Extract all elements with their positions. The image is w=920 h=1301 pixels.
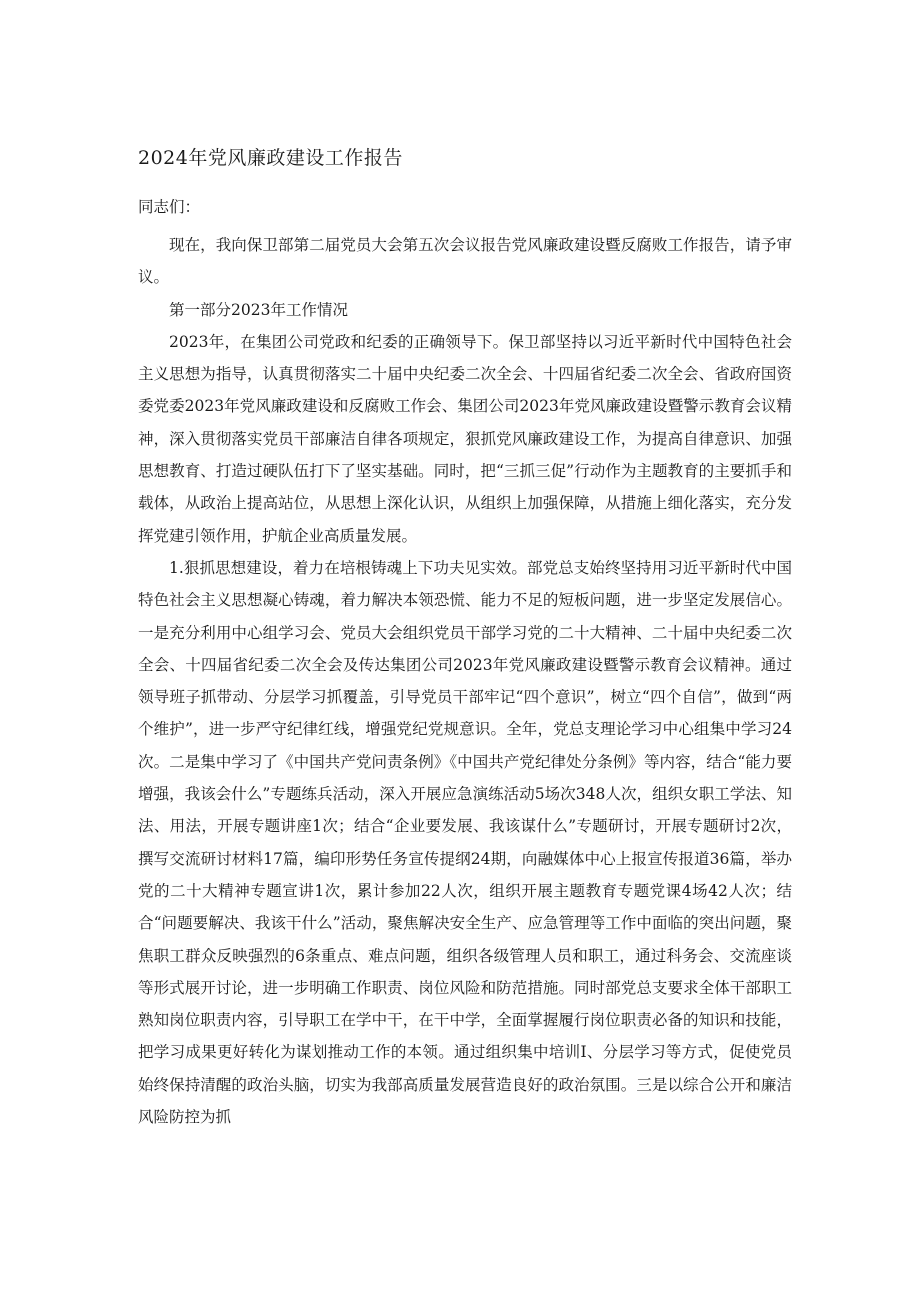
paragraph-item-1: 1.狠抓思想建设，着力在培根铸魂上下功夫见实效。部党总支始终坚持用习近平新时代中国特色社会主义思想凝心铸魂，着力解决本领恐慌、能力不足的短板问题，进一步坚定发展信心。一是充分利用中心组学习会、党员大会组织党员干部学习党的二十大精神、二十届中央纪委二次全会、十四届省纪委二次全会及传达集团公司2023年党风廉政建设暨警示教育会议精神。通过领导班子抓带动、分层学习抓覆盖，引导党员干部牢记“四个意识”，树立“四个自信”，做到“两个维护”，进一步严守纪律红线，增强党纪党规意识。全年，党总支理论学习中心组集中学习24次。二是集中学习了《中国共产党问责条例》《中国共产党纪律处分条例》等内容，结合“能力要增强，我该会什么”专题练兵活动，深入开展应急演练活动5场次348人次，组织女职工学法、知法、用法，开展专题讲座1次；结合“企业要发展、我该谋什么”专题研讨，开展专题研讨2次，撰写交流研讨材料17篇，编印形势任务宣传提纲24期，向融媒体中心上报宣传报道36篇，举办党的二十大精神专题宣讲1次，累计参加22人次，组织开展主题教育专题党课4场42人次；结合“问题要解决、我该干什么”活动，聚焦解决安全生产、应急管理等工作中面临的突出问题，聚焦职工群众反映强烈的6条重点、难点问题，组织各级管理人员和职工，通过科务会、交流座谈等形式展开讨论，进一步明确工作职责、岗位风险和防范措施。同时部党总支要求全体干部职工熟知岗位职责内容，引导职工在学中干，在干中学，全面掌握履行岗位职责必备的知识和技能，把学习成果更好转化为谋划推动工作的本领。通过组织集中培训I、分层学习等方式，促使党员始终保持清醒的政治头脑，切实为我部高质量发展营造良好的政治氛围。三是以综合公开和廉洁风险防控为抓 bbox=[138, 558, 792, 1127]
section-heading: 第一部分2023年工作情况 bbox=[169, 300, 348, 319]
document-body bbox=[138, 229, 792, 1133]
paragraph-overview: 2023年，在集团公司党政和纪委的正确领导下。保卫部坚持以习近平新时代中国特色社会主义思想为指导，认真贯彻落实二十届中央纪委二次全会、十四届省纪委二次全会、省政府国资委党委2023年党风廉政建设和反腐败工作会、集团公司2023年党风廉政建设暨警示教育会议精神，深入贯彻落实党员干部廉洁自律各项规定，狠抓党风廉政建设工作，为提高自律意识、加强思想教育、打造过硬队伍打下了坚实基础。同时，把“三抓三促”行动作为主题教育的主要抓手和载体，从政治上提高站位，从思想上深化认识，从组织上加强保障，从措施上细化落实，充分发挥党建引领作用，护航企业高质量发展。 bbox=[138, 332, 792, 545]
paragraph-intro: 现在，我向保卫部第二届党员大会第五次会议报告党风廉政建设暨反腐败工作报告，请予审议。 bbox=[138, 236, 792, 287]
document-title: 2024年党风廉政建设工作报告 bbox=[138, 147, 403, 169]
salutation: 同志们： bbox=[138, 198, 201, 216]
